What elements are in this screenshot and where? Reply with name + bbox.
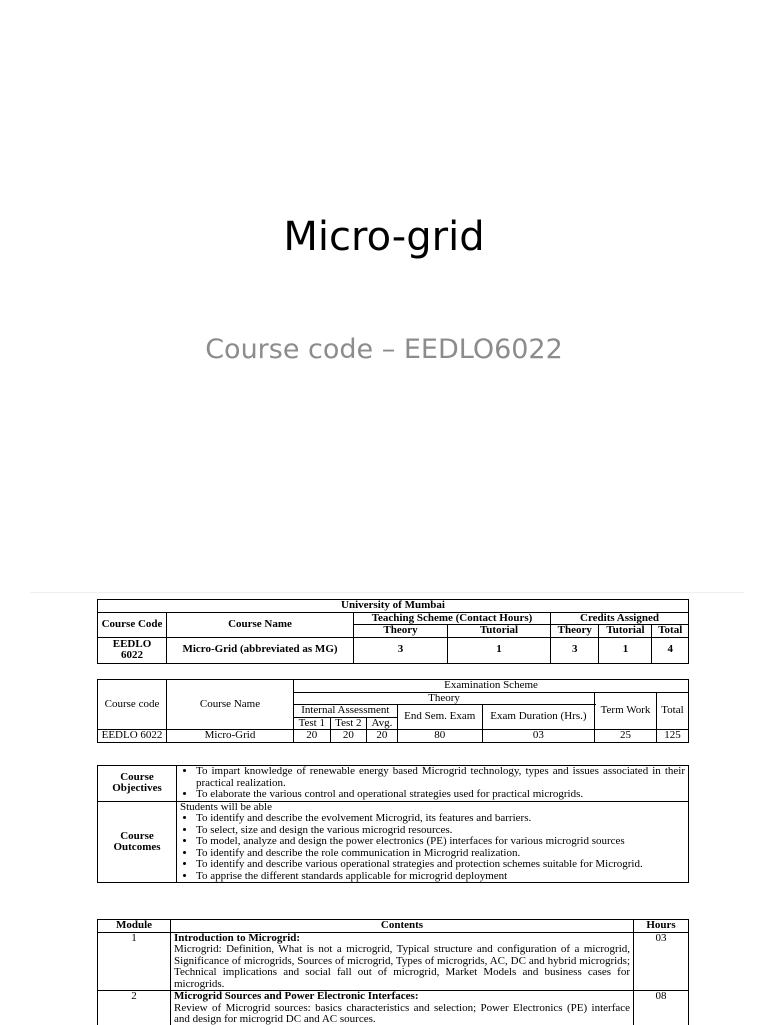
cr-theory-cell: 3 (551, 637, 599, 663)
exam-total-cell: 125 (656, 730, 688, 743)
test2-header: Test 2 (330, 717, 367, 730)
hours-header: Hours (634, 920, 689, 933)
credits-table (97, 599, 689, 664)
exam-theory-header: Theory (294, 692, 595, 705)
cr-total-cell: 4 (652, 637, 689, 663)
course-name-header: Course Name (167, 612, 354, 637)
module-number: 2 (98, 991, 171, 1025)
exam-code-cell: EEDLO 6022 (98, 730, 167, 743)
course-outcomes-label: Course Outcomes (98, 801, 177, 883)
credits-assigned-header: Credits Assigned (551, 612, 689, 625)
end-sem-cell: 80 (397, 730, 482, 743)
modules-table (97, 919, 689, 1025)
ts-theory-cell: 3 (354, 637, 448, 663)
module-heading: Introduction to Microgrid: (174, 931, 301, 944)
outcome-item: • To apprise the different standards applicable for microgrid deployment (196, 871, 685, 883)
exam-code-header: Course code (98, 680, 167, 730)
avg-header: Avg. (367, 717, 398, 730)
table-row (98, 991, 689, 1025)
module-heading: Microgrid Sources and Power Electronic Interfaces: (174, 990, 419, 1003)
exam-table (97, 679, 689, 743)
test2-cell: 20 (330, 730, 367, 743)
avg-cell: 20 (367, 730, 398, 743)
term-work-header: Term Work (595, 692, 657, 730)
test1-cell: 20 (294, 730, 331, 743)
exam-name-header: Course Name (167, 680, 294, 730)
objective-item: • To impart knowledge of renewable energy based Microgrid technology, types and issues associated in their practical realization. (196, 766, 685, 789)
course-name-cell: Micro-Grid (abbreviated as MG) (167, 637, 354, 663)
table-row (98, 932, 689, 991)
exam-name-cell: Micro-Grid (167, 730, 294, 743)
slide-subtitle: Course code – EEDLO6022 (205, 334, 563, 365)
exam-total-header: Total (656, 692, 688, 730)
exam-scheme-header: Examination Scheme (294, 680, 689, 693)
end-sem-header: End Sem. Exam (397, 705, 482, 730)
exam-duration-header: Exam Duration (Hrs.) (482, 705, 594, 730)
outcome-item: • To identify and describe various operational strategies and protection schemes suitable for Microgrid. (196, 859, 685, 871)
ts-theory-header: Theory (354, 625, 448, 638)
test1-header: Test 1 (294, 717, 331, 730)
syllabus-document-image (30, 592, 744, 1025)
module-hours: 03 (634, 932, 689, 991)
course-code-cell: EEDLO 6022 (98, 637, 167, 663)
course-outcomes-list (180, 813, 685, 882)
course-objectives-label: Course Objectives (98, 766, 177, 802)
slide-title: Micro-grid (283, 214, 485, 260)
module-hours: 08 (634, 991, 689, 1025)
module-text: Review of Microgrid sources: basics characteristics and selection; Power Electronics (PE) interface and design for microgrid DC and AC sources. (174, 1001, 630, 1025)
ts-tutorial-cell: 1 (448, 637, 551, 663)
course-objectives-list (180, 766, 685, 801)
outcomes-intro: Students will be able (180, 800, 272, 813)
outcome-item: • To identify and describe the evolvement Microgrid, its features and barriers. (196, 813, 685, 825)
university-header: University of Mumbai (98, 600, 689, 613)
contents-header: Contents (171, 920, 634, 933)
teaching-scheme-header: Teaching Scheme (Contact Hours) (354, 612, 551, 625)
module-header: Module (98, 920, 171, 933)
outcome-item: • To model, analyze and design the power electronics (PE) interfaces for various microgrid sources (196, 836, 685, 848)
internal-assessment-header: Internal Assessment (294, 705, 398, 718)
course-code-header: Course Code (98, 612, 167, 637)
term-work-cell: 25 (595, 730, 657, 743)
outcome-item: • To select, size and design the various microgrid resources. (196, 825, 685, 837)
objectives-outcomes-table (97, 765, 689, 883)
module-text: Microgrid: Definition, What is not a microgrid, Typical structure and configuration of a microgrid, Significance of microgrids, Sources of microgrid, Types of microgrids, AC, DC and hybrid microgrids; Technical implications and social fall out of microgrid, Market Models and business cases for microgrids. (174, 943, 630, 990)
cr-tutorial-cell: 1 (599, 637, 652, 663)
exam-duration-cell: 03 (482, 730, 594, 743)
cr-tutorial-header: Tutorial (599, 625, 652, 638)
cr-total-header: Total (652, 625, 689, 638)
cr-theory-header: Theory (551, 625, 599, 638)
module-number: 1 (98, 932, 171, 991)
ts-tutorial-header: Tutorial (448, 625, 551, 638)
objective-item: • To elaborate the various control and operational strategies used for practical microgrids. (196, 789, 685, 801)
outcome-item: • To identify and describe the role communication in Microgrid realization. (196, 848, 685, 860)
